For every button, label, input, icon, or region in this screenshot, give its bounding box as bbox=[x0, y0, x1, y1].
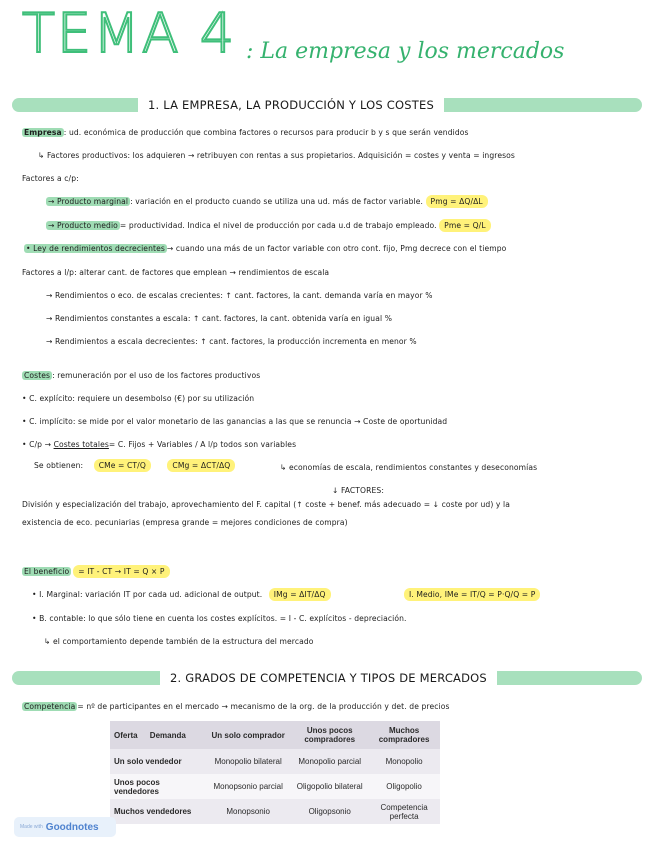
rend-creciente: → Rendimientos o eco. de escalas crecientes: ↑ cant. factores, la cant. demanda varía en mayor % bbox=[46, 291, 433, 300]
img-label: • I. Marginal: variación IT por cada ud. adicional de output. bbox=[32, 590, 263, 599]
ime-label: I. Medio, bbox=[409, 590, 443, 599]
obtienen-label: Se obtienen: bbox=[34, 461, 84, 470]
rend-decreciente: → Rendimientos a escala decrecientes: ↑ cant. factores, la producción incrementa en menor % bbox=[46, 337, 417, 346]
table-cell: Competencia perfecta bbox=[380, 802, 428, 821]
table-row bbox=[110, 774, 440, 799]
division-line-1: División y especialización del trabajo, aprovechamiento del F. capital (↑ coste + benef. más adecuado = ↓ coste por ud) y la bbox=[22, 500, 510, 509]
badge-made-with: Made with bbox=[20, 824, 43, 830]
col-header: Muchos compradores bbox=[368, 721, 440, 749]
empresa-def: : ud. económica de producción que combina factores o recursos para producir b y s que serán vendidos bbox=[63, 128, 469, 137]
costes-term: Costes bbox=[24, 371, 51, 380]
corner-oferta: Oferta bbox=[114, 730, 138, 740]
page-subtitle: : La empresa y los mercados bbox=[246, 39, 565, 64]
coste-explicito: • C. explícito: requiere un desembolso (€) por su utilización bbox=[22, 394, 255, 403]
table-cell: Monopolio bilateral bbox=[214, 757, 282, 766]
factores-line: ↳ Factores productivos: los adquieren → retribuyen con rentas a sus propietarios. Adquisición = costes y venta = ingresos bbox=[38, 151, 515, 160]
section-1-heading: 1. LA EMPRESA, LA PRODUCCIÓN Y LOS COSTES bbox=[138, 95, 444, 115]
obtienen-line bbox=[34, 461, 235, 471]
costes-totales: Costes totales bbox=[53, 440, 109, 449]
coste-implicito: • C. implícito: se mide por el valor monetario de las ganancias a las que se renuncia → Coste de oportunidad bbox=[22, 417, 448, 426]
rend-constante: → Rendimientos constantes a escala: ↑ cant. factores, la cant. obtenida varía en igual % bbox=[46, 314, 393, 323]
pmg-def: : variación en el producto cuando se utiliza una ud. más de factor variable. bbox=[130, 197, 423, 206]
table-cell: Oligopsonio bbox=[308, 807, 351, 816]
ime-line bbox=[404, 590, 540, 600]
section-2-heading: 2. GRADOS DE COMPETENCIA Y TIPOS DE MERCADOS bbox=[160, 668, 497, 688]
ime-highlight bbox=[404, 588, 540, 601]
lp-text: / A l/p todos son variables bbox=[195, 440, 297, 449]
contable-line: • B. contable: lo que sólo tiene en cuenta los costes explícitos. = I - C. explícitos - depreciación. bbox=[32, 614, 407, 623]
table-cell: Monopolio parcial bbox=[298, 757, 362, 766]
corner-demanda: Demanda bbox=[149, 730, 186, 740]
beneficio-line bbox=[22, 567, 170, 577]
pme-term: → Producto medio bbox=[48, 221, 118, 230]
division-line-2: existencia de eco. pecuniarias (empresa grande = mejores condiciones de compra) bbox=[22, 518, 348, 527]
economias-line: ↳ economías de escala, rendimientos constantes y deseconomías bbox=[280, 463, 538, 472]
cmg-formula: CMg = ΔCT/ΔQ bbox=[167, 459, 235, 472]
table-row bbox=[110, 749, 440, 774]
pme-formula: Pme = Q/L bbox=[439, 219, 491, 232]
badge-brand: Goodnotes bbox=[45, 821, 99, 833]
table-row bbox=[110, 799, 440, 824]
costes-def: : remuneración por el uso de los factores productivos bbox=[52, 371, 261, 380]
img-line bbox=[32, 590, 331, 600]
cp-rest: = C. Fijos + Variables bbox=[108, 440, 193, 449]
comportamiento-line: ↳ el comportamiento depende también de la estructura del mercado bbox=[44, 637, 314, 646]
row-label: Muchos vendedores bbox=[114, 807, 192, 816]
table-cell: Oligopolio bbox=[386, 782, 422, 791]
competencia-term: Competencia bbox=[24, 702, 76, 711]
row-label: Un solo vendedor bbox=[114, 757, 182, 766]
pme-line bbox=[46, 221, 491, 231]
page-title: TEMA 4 bbox=[22, 2, 237, 65]
row-label: Unos pocos vendedores bbox=[114, 777, 160, 796]
pme-def: = productividad. Indica el nivel de producción por cada u.d de trabajo empleado. bbox=[119, 221, 437, 230]
pmg-line bbox=[46, 197, 488, 207]
pmg-formula: Pmg = ΔQ/ΔL bbox=[426, 195, 488, 208]
goodnotes-badge bbox=[14, 817, 116, 837]
cme-formula: CMe = CT/Q bbox=[94, 459, 151, 472]
table-cell: Oligopolio bilateral bbox=[296, 782, 363, 791]
pmg-term: → Producto marginal bbox=[48, 197, 129, 206]
factores-note: ↓ FACTORES: bbox=[332, 486, 384, 495]
table-cell: Monopsonio parcial bbox=[213, 782, 283, 791]
col-header: Unos pocos compradores bbox=[291, 721, 368, 749]
table-corner bbox=[110, 721, 205, 749]
costes-line bbox=[22, 371, 260, 381]
market-types-table bbox=[110, 721, 440, 824]
ley-term: • Ley de rendimientos decrecientes bbox=[26, 244, 165, 253]
beneficio-formula: = IT - CT → IT = Q × P bbox=[73, 565, 169, 578]
coste-cp-line bbox=[22, 440, 296, 450]
beneficio-term: El beneficio bbox=[24, 567, 70, 576]
cp-prefix: • C/p → bbox=[22, 440, 52, 449]
ley-line bbox=[24, 244, 506, 254]
competencia-def: = nº de participantes en el mercado → mecanismo de la org. de la producción y det. de precios bbox=[77, 702, 450, 711]
lp-heading: Factores a l/p: alterar cant. de factores que emplean → rendimientos de escala bbox=[22, 268, 330, 277]
table-cell: Monopolio bbox=[385, 757, 423, 766]
img-formula: IMg = ΔIT/ΔQ bbox=[269, 588, 331, 601]
empresa-term: Empresa bbox=[24, 128, 62, 137]
cp-heading: Factores a c/p: bbox=[22, 174, 79, 183]
ley-def: → cuando una más de un factor variable con otro cont. fijo, Pmg decrece con el tiempo bbox=[166, 244, 507, 253]
competencia-line bbox=[22, 702, 450, 712]
ime-formula: IMe = IT/Q = P·Q/Q = P bbox=[444, 590, 536, 599]
table-cell: Monopsonio bbox=[226, 807, 270, 816]
empresa-line bbox=[22, 128, 469, 138]
col-header: Un solo comprador bbox=[205, 721, 291, 749]
